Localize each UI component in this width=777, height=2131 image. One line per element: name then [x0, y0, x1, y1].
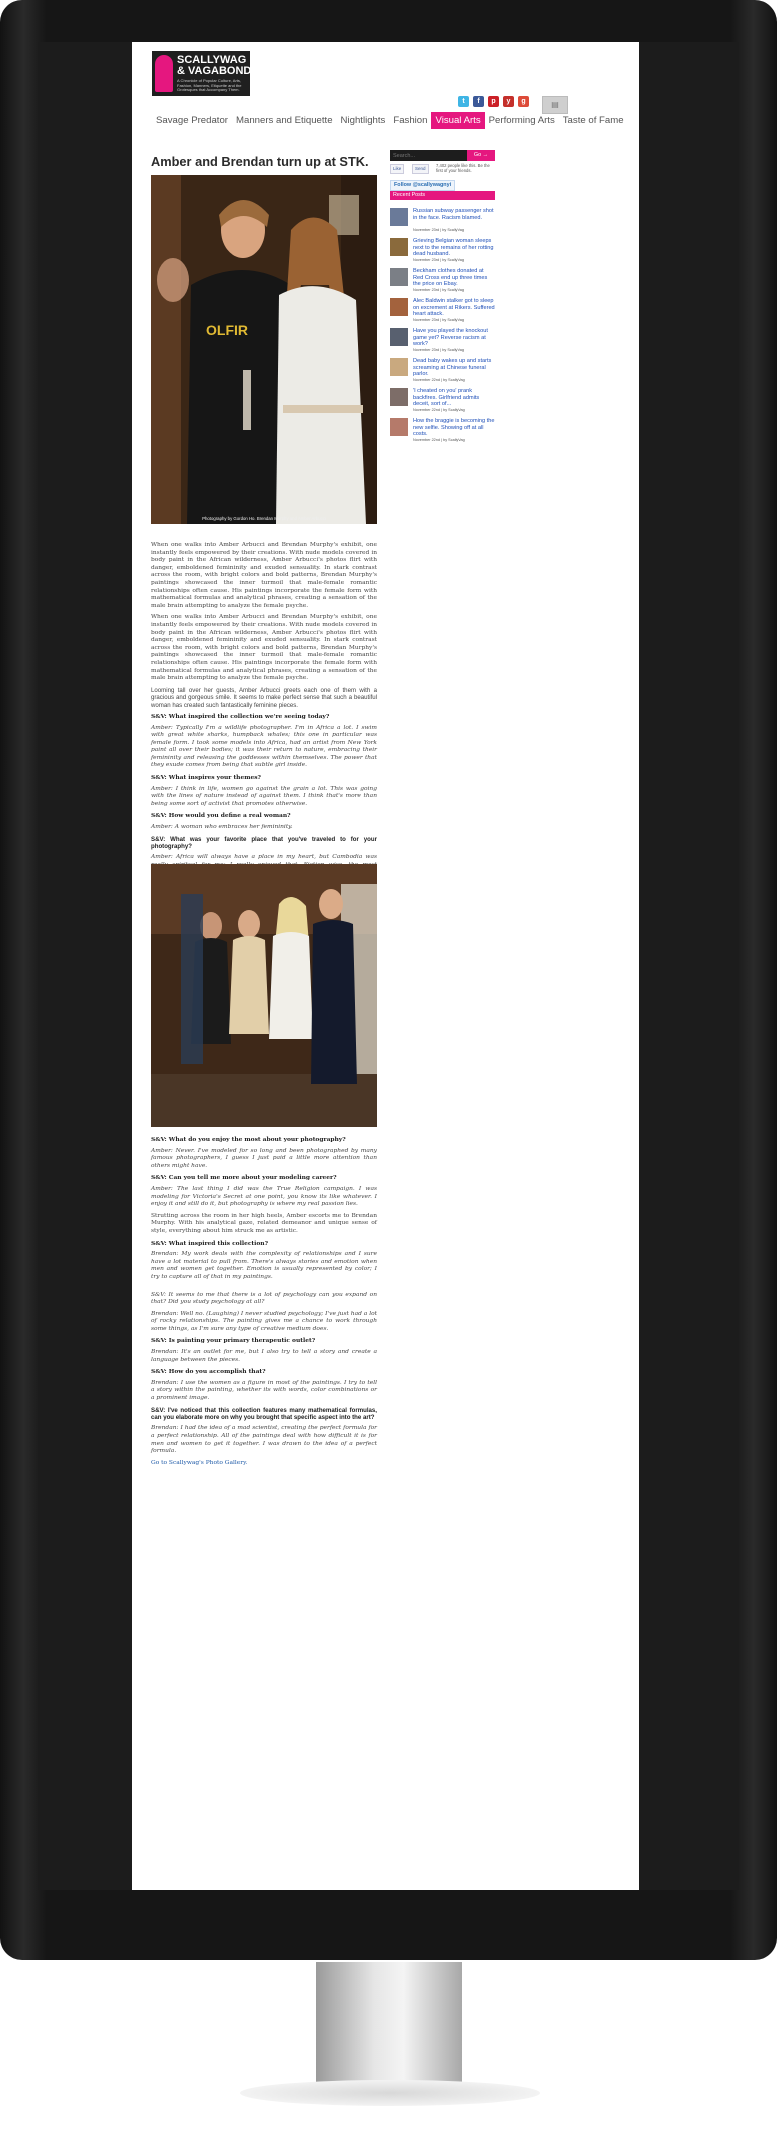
nav-item-visual-arts[interactable]: Visual Arts [431, 112, 484, 129]
answer-2: Amber: I think in life, women go against the grain a lot. This was going with the lines of nature instead of against them. I think that's more than being some sort of activist that promotes otherwise. [151, 785, 377, 807]
looming-paragraph: Looming tall over her guests, Amber Arbucci greets each one of them with a gracious and gorgeous smile. It seems to make perfect sense that such a beautiful woman has created such fantastically feminine pieces. [151, 686, 377, 709]
logo-title: SCALLYWAG & VAGABOND [177, 54, 252, 77]
google-plus-icon[interactable]: g [518, 96, 529, 107]
search-button[interactable]: Go → [467, 150, 495, 161]
question-11: S&V: I've noticed that this collection features many mathematical formulas, can you elaborate more on why you brought that specific aspect into the art? [151, 1406, 377, 1422]
answer-4: Amber: Africa will always have a place in my heart, but Cambodia was [151, 854, 377, 861]
recent-post-meta: November 22nd | by ScallyVag [413, 408, 465, 412]
facebook-icon[interactable]: f [473, 96, 484, 107]
article-title: Amber and Brendan turn up at STK. [151, 154, 369, 169]
answer-3: Amber: A woman who embraces her femininity. [151, 824, 293, 831]
logo-figure-icon [155, 55, 173, 92]
answer-5: Amber: Never. I've modeled for so long and been photographed by many famous photographers, I guess I just paid a little more attention than others might have. [151, 1147, 377, 1169]
recent-post-item[interactable] [390, 388, 495, 418]
youtube-icon[interactable]: y [503, 96, 514, 107]
recent-post-title[interactable]: Russian subway passenger shot in the face. Racism blamed. [413, 208, 494, 221]
answer-8: Brendan: Well no. (Laughing) I never studied psychology; I've just had a lot of rocky relationships. The painting gives me a chance to work through some things, as I'm sure any type of creative medium does. [151, 1310, 377, 1332]
recent-post-thumbnail[interactable] [390, 298, 408, 316]
question-7: S&V: What inspired this collection? [151, 1239, 269, 1247]
recent-post-meta: November 22nd | by ScallyVag [413, 438, 465, 442]
recent-post-meta: November 23rd | by ScallyVag [413, 228, 464, 232]
nav-item-taste-of-fame[interactable]: Taste of Fame [562, 115, 624, 126]
recent-post-thumbnail[interactable] [390, 328, 408, 346]
monitor-stand-base [240, 2080, 540, 2106]
question-1: S&V: What inspired the collection we're seeing today? [151, 712, 330, 720]
recent-post-item[interactable] [390, 238, 495, 268]
twitter-follow-label: Follow @scallywagnyi [394, 182, 452, 188]
intro-paragraph-repeat: When one walks into Amber Arbucci and Brendan Murphy's exhibit, one instantly feels empowered by their creations. With nude models covered in body paint in the African wilderness, Amber Arbucci's photos flirt with danger, emboldened femininity and exuded sensuality. In stark contrast across the room, with bright colors and bold patterns, Brendan Murphy's paintings showcased the inner turmoil that male-female romantic relationships often cause. His paintings incorporate the female form with mathematical formulas and analytical phrases, creating a sensation of the male brain attempting to analyze the female psyche. [151, 614, 377, 682]
main-nav [152, 112, 628, 129]
fb-like-label: Like [393, 166, 402, 171]
nav-item-nightlights[interactable]: Nightlights [340, 115, 386, 126]
question-4: S&V: What was your favorite place that you've traveled to for your photography? [151, 835, 377, 851]
document-icon[interactable]: ▤ [542, 96, 568, 114]
recent-post-title[interactable]: How the braggie is becoming the new selfie. Showing off at all costs. [413, 418, 495, 438]
twitter-icon[interactable]: t [458, 96, 469, 107]
nav-item-manners-etiquette[interactable]: Manners and Etiquette [236, 115, 333, 126]
browser-screen [132, 42, 639, 1890]
recent-post-title[interactable]: 'I cheated on you' prank backfires. Girlfriend admits deceit, sort of... [413, 388, 480, 408]
fb-like-count: 7,402 people like this. Be the first of your friends. [436, 163, 490, 173]
recent-post-thumbnail[interactable] [390, 238, 408, 256]
recent-post-thumbnail[interactable] [390, 388, 408, 406]
recent-post-title[interactable]: Have you played the knockout game yet? Reverse racism at work? [413, 328, 488, 348]
question-8: S&V: It seems to me that there is a lot of psychology can you expand on that? Did you study psychology at all? [151, 1291, 377, 1306]
recent-post-item[interactable] [390, 418, 495, 448]
recent-post-title[interactable]: Dead baby wakes up and starts screaming at Chinese funeral parlor. [413, 358, 492, 378]
recent-posts-list [390, 208, 495, 448]
recent-post-item[interactable] [390, 268, 495, 298]
social-icons [458, 96, 529, 107]
narrative-paragraph: Strutting across the room in her high heels, Amber escorts me to Brendan Murphy. With his analytical gaze, related demeanor and unique sense of style, everything about him struck me as artistic. [151, 1212, 377, 1234]
question-6: S&V: Can you tell me more about your modeling career? [151, 1174, 337, 1182]
question-3: S&V: How would you define a real woman? [151, 812, 291, 820]
photo-gallery-link[interactable]: Go to Scallywag's Photo Gallery. [151, 1459, 248, 1466]
nav-item-fashion[interactable]: Fashion [393, 115, 428, 126]
nav-item-savage-predator[interactable]: Savage Predator [156, 115, 228, 126]
recent-post-title[interactable]: Grieving Belgian woman sleeps next to the remains of her rotting dead husband. [413, 238, 494, 258]
site-logo[interactable] [152, 51, 250, 96]
question-9: S&V: Is painting your primary therapeutic outlet? [151, 1337, 316, 1345]
recent-post-thumbnail[interactable] [390, 208, 408, 226]
answer-9: Brendan: It's an outlet for me, but I also try to tell a story and create a language between the pieces. [151, 1349, 377, 1363]
question-2: S&V: What inspires your themes? [151, 774, 261, 782]
facebook-like-box [390, 164, 495, 174]
recent-post-thumbnail[interactable] [390, 358, 408, 376]
svg-text:OLFIR: OLFIR [206, 322, 248, 338]
answer-11: Brendan: I had the idea of a mad scientist, creating the perfect formula for a perfect relationship. All of the paintings deal with how difficult it is for men and women to get it together. I was drawn to the idea of a perfect formula. [151, 1425, 377, 1455]
photo-caption: Photography by Gordon Ho. Brendan Murphy and Amber Arbucci [202, 516, 326, 521]
answer-10: Brendan: I use the women as a figure in most of the paintings. I try to tell a story within the painting, whether its with words, color combinations or a prominent image. [151, 1379, 377, 1402]
nav-item-performing-arts[interactable]: Performing Arts [488, 115, 555, 126]
pinterest-icon[interactable]: p [488, 96, 499, 107]
recent-post-meta: November 23rd | by ScallyVag [413, 318, 464, 322]
search-bar [390, 150, 495, 161]
recent-post-thumbnail[interactable] [390, 418, 408, 436]
article-photo-brendan-amber [151, 175, 377, 524]
intro-paragraph: When one walks into Amber Arbucci and Brendan Murphy's exhibit, one instantly feels empowered by their creations. With nude models covered in body paint in the African wilderness, Amber Arbucci's photos flirt with danger, emboldened femininity and exuded sensuality. In stark contrast across the room, with bright colors and bold patterns, Brendan Murphy's paintings showcased the inner turmoil that male-female romantic relationships often cause. His paintings incorporate the female form with mathematical formulas and analytical phrases, creating a sensation of the male brain attempting to analyze the female psyche. [151, 542, 377, 609]
search-input[interactable] [393, 151, 465, 160]
recent-post-title[interactable]: Beckham clothes donated at Red Cross end up three times the price on Ebay. [413, 268, 488, 288]
recent-post-item[interactable] [390, 208, 495, 238]
fb-send-button[interactable] [412, 164, 429, 174]
recent-post-meta: November 23rd | by ScallyVag [413, 288, 464, 292]
recent-post-meta: November 23rd | by ScallyVag [413, 258, 464, 262]
article-photo-group [151, 864, 377, 1127]
recent-post-meta: November 23rd | by ScallyVag [413, 348, 464, 352]
article-body-part1 [151, 542, 377, 889]
fb-send-label: Send [415, 166, 426, 171]
recent-post-item[interactable] [390, 298, 495, 328]
answer-7: Brendan: My work deals with the complexity of relationships and I sure have a lot material to pull from. There's always stories and emotion when men and women get together. Emotion is usually represented by color; I try to capture all of that in my paintings. [151, 1251, 377, 1280]
question-10: S&V: How do you accomplish that? [151, 1368, 266, 1376]
logo-tagline: A Chronicle of Popular Culture, Arts, Fashion, Manners, Etiquette and the Grotesques that Accompany Them. [177, 79, 242, 92]
twitter-follow-button[interactable] [390, 180, 455, 191]
photo-couple-illustration [151, 175, 377, 524]
answer-1: Amber: Typically I'm a wildlife photographer. I'm in Africa a lot. I swim with great white sharks, humpback whales; this one in particular was female form. I took some models into Africa, had an artist from New York paint all over their bodies; it was their return to nature, embracing their femininity and releasing the goddesses within themselves. The power that they exude comes from being that subtle girl inside. [151, 724, 377, 769]
photo-group-illustration [151, 864, 377, 1127]
question-5: S&V: What do you enjoy the most about your photography? [151, 1136, 346, 1143]
answer-6: Amber: The last thing I did was the True Religion campaign. I was modeling for Victoria's Secret at one point, you know its like whatever. I enjoy it and still do it, but photography is where my real passion lies. [151, 1185, 377, 1208]
fb-like-button[interactable] [390, 164, 404, 174]
recent-post-meta: November 22nd | by ScallyVag [413, 378, 465, 382]
recent-post-title[interactable]: Alec Baldwin stalker got to sleep on excrement at Rikers. Suffered heart attack. [413, 298, 495, 318]
recent-post-thumbnail[interactable] [390, 268, 408, 286]
article-body-part2 [151, 1136, 377, 1471]
recent-post-item[interactable] [390, 328, 495, 358]
recent-post-item[interactable] [390, 358, 495, 388]
recent-posts-heading: Recent Posts [390, 191, 495, 200]
